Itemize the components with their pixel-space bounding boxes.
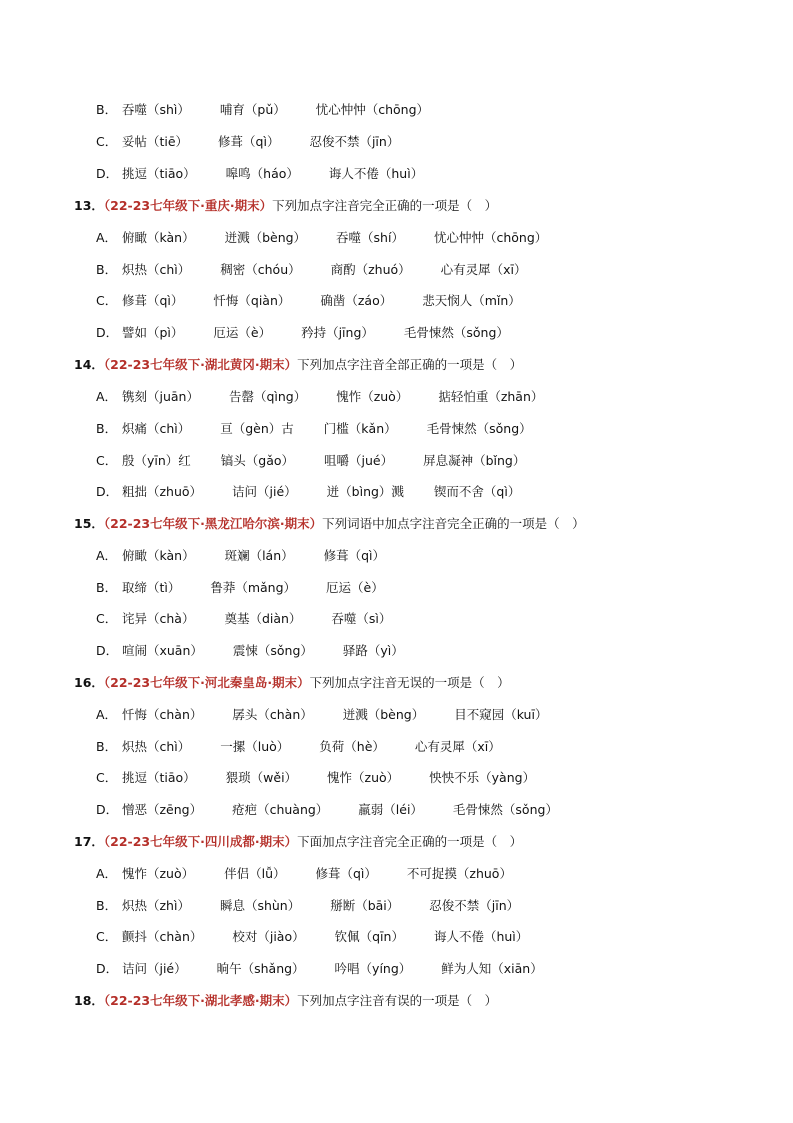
- option-item: 厄运（è）: [326, 580, 384, 595]
- option-letter: C．: [96, 611, 118, 626]
- option-item: 商酌（zhuó）: [330, 262, 411, 277]
- option-item: 奠基（diàn）: [224, 611, 302, 626]
- option-line: [96, 642, 404, 660]
- option-line: [96, 388, 543, 406]
- option-letter: B．: [96, 421, 118, 436]
- option-item: 诲人不倦（huì）: [433, 929, 529, 944]
- option-item: 忧心忡忡（chōng）: [315, 102, 430, 117]
- option-item: 毛骨悚然（sǒng）: [403, 325, 509, 340]
- option-item: 俯瞰（kàn）: [121, 548, 195, 563]
- option-line: [96, 897, 519, 915]
- option-line: [96, 133, 399, 151]
- option-letter: D．: [96, 643, 119, 658]
- option-line: [96, 738, 501, 756]
- option-letter: C．: [96, 293, 118, 308]
- option-line: [96, 865, 512, 883]
- option-item: 亘（gèn）古: [220, 421, 294, 436]
- option-line: [96, 960, 543, 978]
- option-item: 厄运（è）: [213, 325, 272, 340]
- option-item: 吟唱（yíng）: [334, 961, 412, 976]
- option-item: 忏悔（chàn）: [121, 707, 203, 722]
- option-letter: B．: [96, 580, 118, 595]
- option-item: 粗拙（zhuō）: [121, 484, 203, 499]
- option-item: 诘问（jié）: [232, 484, 297, 499]
- option-line: [96, 706, 547, 724]
- option-item: 愧怍（zuò）: [121, 866, 195, 881]
- option-line: [96, 801, 558, 819]
- option-item: 愧怍（zuò）: [327, 770, 400, 785]
- question-number: 14．: [74, 357, 104, 372]
- option-letter: C．: [96, 134, 118, 149]
- question-text: 下列加点字注音完全正确的一项是（ ）: [272, 198, 498, 213]
- option-item: 修葺（qì）: [218, 134, 280, 149]
- option-letter: C．: [96, 929, 118, 944]
- option-letter: D．: [96, 166, 119, 181]
- option-item: 忧心忡忡（chōng）: [433, 230, 548, 245]
- question-source: （22-23七年级下·重庆·期末）: [103, 198, 273, 213]
- option-line: [96, 547, 385, 565]
- question-source: （22-23七年级下·四川成都·期末）: [103, 834, 298, 849]
- option-item: 怏怏不乐（yàng）: [429, 770, 536, 785]
- option-line: [96, 769, 535, 787]
- question-16: [74, 674, 510, 692]
- option-item: 哺育（pǔ）: [219, 102, 286, 117]
- option-item: 取缔（tì）: [121, 580, 181, 595]
- option-item: 诲人不倦（huì）: [328, 166, 424, 181]
- option-item: 忍俊不禁（jīn）: [309, 134, 400, 149]
- question-text: 下列加点字注音有误的一项是（ ）: [297, 993, 498, 1008]
- option-item: 吞噬（shì）: [121, 102, 190, 117]
- option-line: [96, 610, 391, 628]
- option-line: [96, 261, 527, 279]
- option-item: 确凿（záo）: [320, 293, 393, 308]
- option-item: 不可捉摸（zhuō）: [406, 866, 512, 881]
- option-item: 嗥鸣（háo）: [225, 166, 299, 181]
- question-number: 15．: [74, 516, 104, 531]
- option-item: 譬如（pì）: [121, 325, 184, 340]
- question-text: 下列加点字注音无误的一项是（ ）: [309, 675, 510, 690]
- option-item: 炽痛（chì）: [121, 421, 191, 436]
- option-item: 俯瞰（kàn）: [121, 230, 195, 245]
- question-text: 下列加点字注音全部正确的一项是（ ）: [297, 357, 523, 372]
- option-item: 掂轻怕重（zhān）: [438, 389, 544, 404]
- option-item: 鲁莽（mǎng）: [210, 580, 297, 595]
- option-item: 吞噬（sì）: [331, 611, 392, 626]
- option-item: 震悚（sǒng）: [232, 643, 313, 658]
- option-item: 忍俊不禁（jīn）: [429, 898, 520, 913]
- option-item: 羸弱（léi）: [358, 802, 423, 817]
- option-letter: B．: [96, 102, 118, 117]
- option-item: 驿路（yì）: [342, 643, 404, 658]
- option-item: 镐头（gǎo）: [220, 453, 295, 468]
- question-source: （22-23七年级下·湖北孝感·期末）: [103, 993, 298, 1008]
- option-line: [96, 101, 429, 119]
- option-item: 毛骨悚然（sǒng）: [426, 421, 532, 436]
- option-letter: C．: [96, 453, 118, 468]
- option-item: 稠密（chóu）: [220, 262, 301, 277]
- option-item: 悲天悯人（mǐn）: [422, 293, 521, 308]
- option-item: 告罄（qìng）: [228, 389, 307, 404]
- option-item: 心有灵犀（xī）: [440, 262, 527, 277]
- option-line: [96, 165, 423, 183]
- option-item: 鲜为人知（xiān）: [441, 961, 543, 976]
- option-letter: A．: [96, 866, 118, 881]
- option-item: 一摞（luò）: [220, 739, 290, 754]
- option-letter: B．: [96, 739, 118, 754]
- option-item: 疮疤（chuàng）: [232, 802, 329, 817]
- option-item: 心有灵犀（xī）: [414, 739, 501, 754]
- option-item: 猥琐（wěi）: [225, 770, 298, 785]
- option-item: 憎恶（zēng）: [121, 802, 203, 817]
- option-line: [96, 928, 528, 946]
- question-text: 下列词语中加点字注音完全正确的一项是（ ）: [322, 516, 585, 531]
- option-letter: D．: [96, 484, 119, 499]
- option-line: [96, 324, 509, 342]
- option-item: 喧闹（xuān）: [121, 643, 203, 658]
- option-line: [96, 420, 532, 438]
- option-item: 屏息凝神（bǐng）: [423, 453, 526, 468]
- option-item: 伴侣（lǚ）: [224, 866, 286, 881]
- option-item: 挑逗（tiāo）: [121, 770, 196, 785]
- option-item: 妥帖（tiē）: [121, 134, 189, 149]
- option-item: 镌刻（juān）: [121, 389, 199, 404]
- option-letter: A．: [96, 707, 118, 722]
- option-item: 挑逗（tiāo）: [121, 166, 196, 181]
- question-source: （22-23七年级下·湖北黄冈·期末）: [103, 357, 298, 372]
- question-source: （22-23七年级下·河北秦皇岛·期末）: [103, 675, 310, 690]
- question-source: （22-23七年级下·黑龙江哈尔滨·期末）: [103, 516, 323, 531]
- option-item: 颤抖（chàn）: [121, 929, 203, 944]
- option-item: 瞬息（shùn）: [219, 898, 301, 913]
- option-line: [96, 452, 525, 470]
- option-item: 殷（yīn）红: [121, 453, 191, 468]
- option-item: 炽热（chì）: [121, 262, 191, 277]
- option-item: 钦佩（qīn）: [334, 929, 404, 944]
- option-item: 修葺（qì）: [323, 548, 386, 563]
- option-item: 矜持（jīng）: [301, 325, 374, 340]
- option-item: 目不窥园（kuī）: [454, 707, 548, 722]
- option-line: [96, 229, 547, 247]
- option-item: 掰断（bāi）: [330, 898, 400, 913]
- question-number: 18．: [74, 993, 104, 1008]
- option-letter: D．: [96, 802, 119, 817]
- option-item: 负荷（hè）: [319, 739, 385, 754]
- option-item: 愧怍（zuò）: [336, 389, 409, 404]
- question-number: 16．: [74, 675, 104, 690]
- option-letter: C．: [96, 770, 118, 785]
- option-letter: A．: [96, 548, 118, 563]
- question-18: [74, 992, 497, 1010]
- option-line: [96, 483, 520, 501]
- option-item: 修葺（qì）: [315, 866, 377, 881]
- option-item: 炽热（zhì）: [121, 898, 190, 913]
- option-item: 诧异（chà）: [121, 611, 195, 626]
- question-14: [74, 356, 522, 374]
- option-item: 迸（bìng）溅: [326, 484, 404, 499]
- option-line: [96, 292, 521, 310]
- option-item: 锲而不舍（qì）: [433, 484, 521, 499]
- option-item: 忏悔（qiàn）: [213, 293, 291, 308]
- question-15: [74, 515, 585, 533]
- option-item: 斑斓（lán）: [224, 548, 294, 563]
- option-item: 迸溅（bèng）: [224, 230, 307, 245]
- question-number: 17．: [74, 834, 104, 849]
- question-number: 13．: [74, 198, 104, 213]
- option-item: 吞噬（shí）: [336, 230, 404, 245]
- question-17: [74, 833, 522, 851]
- option-item: 校对（jiào）: [232, 929, 305, 944]
- option-letter: B．: [96, 898, 118, 913]
- question-text: 下面加点字注音完全正确的一项是（ ）: [297, 834, 523, 849]
- option-item: 诘问（jié）: [121, 961, 187, 976]
- option-letter: D．: [96, 961, 119, 976]
- option-item: 修葺（qì）: [121, 293, 184, 308]
- option-letter: A．: [96, 389, 118, 404]
- option-item: 炽热（chì）: [121, 739, 191, 754]
- option-item: 孱头（chàn）: [232, 707, 313, 722]
- option-item: 迸溅（bèng）: [342, 707, 425, 722]
- option-item: 咀嚼（jué）: [324, 453, 394, 468]
- option-letter: D．: [96, 325, 119, 340]
- option-item: 毛骨悚然（sǒng）: [452, 802, 558, 817]
- option-item: 晌午（shǎng）: [216, 961, 305, 976]
- option-line: [96, 579, 384, 597]
- option-item: 门槛（kǎn）: [323, 421, 397, 436]
- option-letter: B．: [96, 262, 118, 277]
- question-13: [74, 197, 497, 215]
- option-letter: A．: [96, 230, 118, 245]
